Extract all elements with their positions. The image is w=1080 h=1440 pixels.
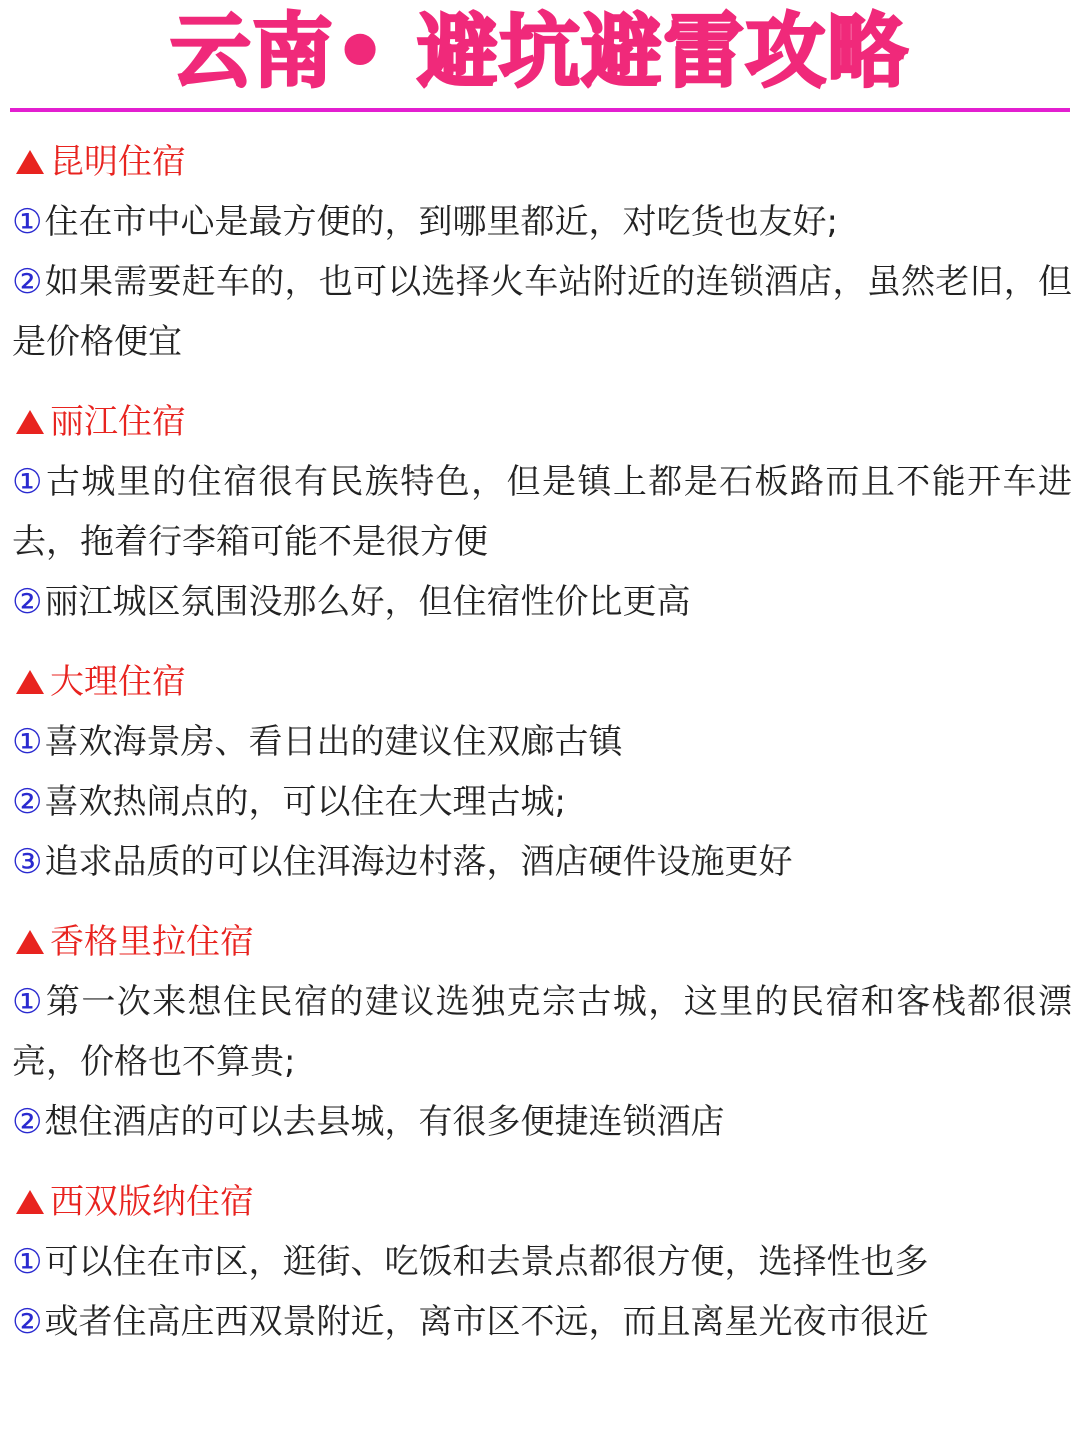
section-heading-label: 香格里拉住宿 (50, 922, 254, 962)
title-divider (10, 108, 1070, 112)
list-item (12, 252, 1072, 372)
item-text: 喜欢海景房、看日出的建议住双廊古镇 (44, 722, 623, 762)
list-item (12, 1232, 1072, 1292)
item-text: 追求品质的可以住洱海边村落，酒店硬件设施更好 (44, 842, 793, 882)
triangle-icon (16, 930, 44, 954)
section-lijiang (12, 392, 1072, 632)
item-text: 古城里的住宿很有民族特色，但是镇上都是石板路而且不能开车进去，拖着行李箱可能不是很方便 (12, 462, 1073, 562)
item-text: 或者住高庄西双景附近，离市区不远，而且离星光夜市很近 (44, 1302, 929, 1342)
section-shangri-la (12, 912, 1072, 1152)
item-number: ① (12, 722, 43, 762)
section-heading (12, 392, 1072, 452)
list-item (12, 452, 1072, 572)
list-item (12, 712, 1072, 772)
section-heading (12, 1172, 1072, 1232)
page-title: 云南• 避坑避雷攻略 (170, 5, 910, 98)
item-text: 如果需要赶车的，也可以选择火车站附近的连锁酒店，虽然老旧，但是价格便宜 (12, 262, 1072, 362)
item-text: 丽江城区氛围没那么好，但住宿性价比更高 (44, 582, 691, 622)
triangle-icon (16, 1190, 44, 1214)
triangle-icon (16, 150, 44, 174)
section-dali (12, 652, 1072, 892)
item-text: 可以住在市区，逛街、吃饭和去景点都很方便，选择性也多 (44, 1242, 929, 1282)
guide-content (12, 132, 1072, 1372)
section-heading (12, 652, 1072, 712)
list-item (12, 1292, 1072, 1352)
list-item (12, 772, 1072, 832)
item-number: ① (12, 202, 43, 242)
list-item (12, 832, 1072, 892)
item-number: ② (12, 582, 43, 622)
item-number: ① (12, 1242, 43, 1282)
item-number: ② (12, 262, 43, 302)
section-heading-label: 昆明住宿 (50, 142, 186, 182)
section-heading-label: 丽江住宿 (50, 402, 186, 442)
item-number: ② (12, 1102, 43, 1142)
section-heading-label: 西双版纳住宿 (50, 1182, 254, 1222)
item-number: ② (12, 1302, 43, 1342)
section-kunming (12, 132, 1072, 372)
section-heading-label: 大理住宿 (50, 662, 186, 702)
list-item (12, 572, 1072, 632)
item-number: ② (12, 782, 43, 822)
section-heading (12, 132, 1072, 192)
triangle-icon (16, 670, 44, 694)
item-text: 喜欢热闹点的，可以住在大理古城; (44, 782, 566, 822)
item-number: ③ (12, 842, 43, 882)
item-text: 第一次来想住民宿的建议选独克宗古城，这里的民宿和客栈都很漂亮，价格也不算贵; (12, 982, 1073, 1082)
item-text: 住在市中心是最方便的，到哪里都近，对吃货也友好; (44, 202, 838, 242)
item-number: ① (12, 462, 44, 502)
list-item (12, 1092, 1072, 1152)
list-item (12, 972, 1072, 1092)
section-heading (12, 912, 1072, 972)
item-text: 想住酒店的可以去县城，有很多便捷连锁酒店 (44, 1102, 725, 1142)
item-number: ① (12, 982, 44, 1022)
triangle-icon (16, 410, 44, 434)
section-xishuangbanna (12, 1172, 1072, 1352)
list-item (12, 192, 1072, 252)
